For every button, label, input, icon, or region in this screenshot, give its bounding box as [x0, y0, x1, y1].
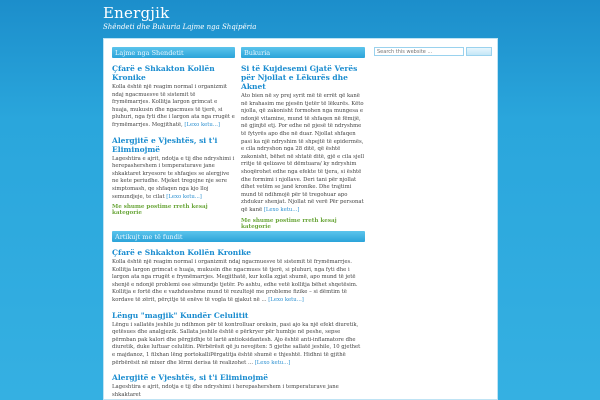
middle-column — [241, 47, 365, 230]
post-excerpt — [241, 93, 365, 215]
post-excerpt-text: Kolla është një reagim normal i organizmit ndaj ngacmuesve të sistemit të frymëmarrjes. Kollitja largon grimcat e huaja, mukusin dhe ngacmues të tjerë, si pluhuri, nga fyti dhe i largon ata nga rrugët e frymëmarrjes. Megjithatë, kur kolla zgjat shumë, apo mund të jetë shenjë e ndonjë problemi ose sëmundje tjetër. Po ashtu, edhe vetë kollitja bëhet shqetësim. Kollitja e fortë dhe e vazhdueshme mund të rezultojë me probleme fizike – si dëmtim të kordave të zërit, përçitje të enëve të vogla të gjakut në ... — [112, 259, 358, 303]
post-excerpt-text: Lëngu i sallatës jeshile ju ndihmon për të kontrolluar oreksin, pasi ajo ka një efekt diuretik, qetësues dhe analgjezik. Sallata jeshile është e përkryer për humbje në peshe, sepse përmban pak kalori dhe përgjidhje të lartë antioksidantesh. Ajo është anti-inflamatore dhe diuretik, duke luftuar celulitin. Përbërësit që ju nevojiten: 5 gjethe sallatë jeshile, 10 gjethet e majdanoz, 1 filxhan lëng portokalliPërgatitja është shumë e thjeshtë. Hidhni të gjithë përbërësit në mixer dhe lërmi derisa të realizohet ... — [112, 321, 361, 366]
post-excerpt — [112, 259, 365, 305]
post-excerpt — [112, 384, 365, 399]
site-header — [103, 4, 256, 31]
post-excerpt — [112, 156, 235, 202]
read-more-link[interactable]: [Lexo ketu...] — [268, 296, 304, 303]
post-title-autumn-allergies[interactable]: Alergjitë e Vjeshtës, si t'i Eliminojmë — [112, 135, 218, 154]
search-button[interactable] — [466, 47, 492, 56]
widget-heading-latest: Artikujt me të fundit — [112, 231, 365, 242]
post-excerpt — [112, 322, 365, 368]
post-excerpt-text: Lageshtira e ajrit, ndotja e tij dhe ndryshimi i herepashershem i temperaturave jane shkaktaret — [112, 384, 339, 398]
left-column — [112, 47, 235, 216]
read-more-link[interactable]: [Lexo ketu...] — [166, 193, 202, 200]
post-excerpt — [112, 84, 235, 130]
post-excerpt-text: Ato bien në sy prej syrit më të errët që kanë në krahasim me pjesën tjetër të lëkurës. Këto njolla, që zakonisht formohen nga mungesa e ndonjë vitamine, mund të shfaqen në fëmijë, në gjinjtë etj. Por edhe në pjesë të ndryshme të fytyrës apo dhe në duar. Njollat shfaqen pasi ka një ndryshim të shpejtë të epidermës, e cila ndryshon nga 28 ditë, që është zakonisht, bëhet në shtatë ditë, gjë e cila sjell rritje të qelizave të dëmtuara/ ky ndryshim shoqërohet edhe nga efekte të tjera, si është dhe formimi i njollave. Deri tani për njollat dihet vetëm se janë kronike. Dhe trajtimi mund të ndihmojë për të tregohuar apo zhdukur shenjat. Njollat në verë Për personat që kanë — [241, 93, 365, 213]
post-title-chronic-cough[interactable]: Çfarë e Shkakton Kollën Kronike — [112, 248, 252, 257]
page-content — [103, 38, 498, 400]
post-title-cellulite-juice[interactable]: Lëngu "magjik" Kundër Celulitit — [112, 310, 249, 320]
search-form — [374, 47, 493, 56]
site-title[interactable]: Energjik — [103, 4, 170, 22]
post-title-chronic-cough[interactable]: Çfarë e Shkakton Kollën Kronike — [112, 64, 215, 82]
read-more-link[interactable]: [Lexo ketu...] — [263, 206, 300, 213]
sidebar — [374, 47, 493, 56]
widget-heading-beauty: Bukuria — [241, 47, 365, 58]
widget-heading-health: Lajme nga Shendetit — [112, 47, 235, 58]
latest-articles — [112, 231, 365, 399]
search-input[interactable] — [374, 47, 464, 56]
post-title-autumn-allergies[interactable]: Alergjitë e Vjeshtës, si t'i Eliminojmë — [112, 373, 269, 383]
post-excerpt-text: Kolla është një reagim normal i organizmit ndaj ngacmuesve të sistemit të frymëmarrjes. Kollitja largon grimcat e huaja, mukusin dhe ngacmues të tjerë, si pluhuri, nga fyti dhe i largon ata nga rrugët e frymëmarrjes. Megjithatë, — [112, 84, 235, 128]
site-description: Shëndeti dhe Bukuria Lajme nga Shqipëria — [103, 23, 257, 31]
post-title-skin-spots[interactable]: Si të Kujdesemi Gjatë Verës për Njollat e Lëkurës dhe Aknet — [241, 64, 358, 91]
category-more-link[interactable]: Me shume postime rreth kesaj kategorie — [112, 204, 208, 217]
category-more-link[interactable]: Me shume postime rreth kesaj kategorie — [241, 217, 337, 230]
read-more-link[interactable]: [Lexo ketu...] — [184, 121, 220, 128]
post-excerpt-text: Lageshtira e ajrit, ndotja e tij dhe ndryshimi i herepashershem i temperaturave jane shkaktaret kryesore te shfaqjes se alergjive ne kete periudhe. Mjeket tregojne nje sere simptomash, qe shfaqen nga kjo lloj semundjeje, te cilat — [112, 155, 235, 200]
read-more-link[interactable]: [Lexo ketu...] — [254, 359, 291, 366]
